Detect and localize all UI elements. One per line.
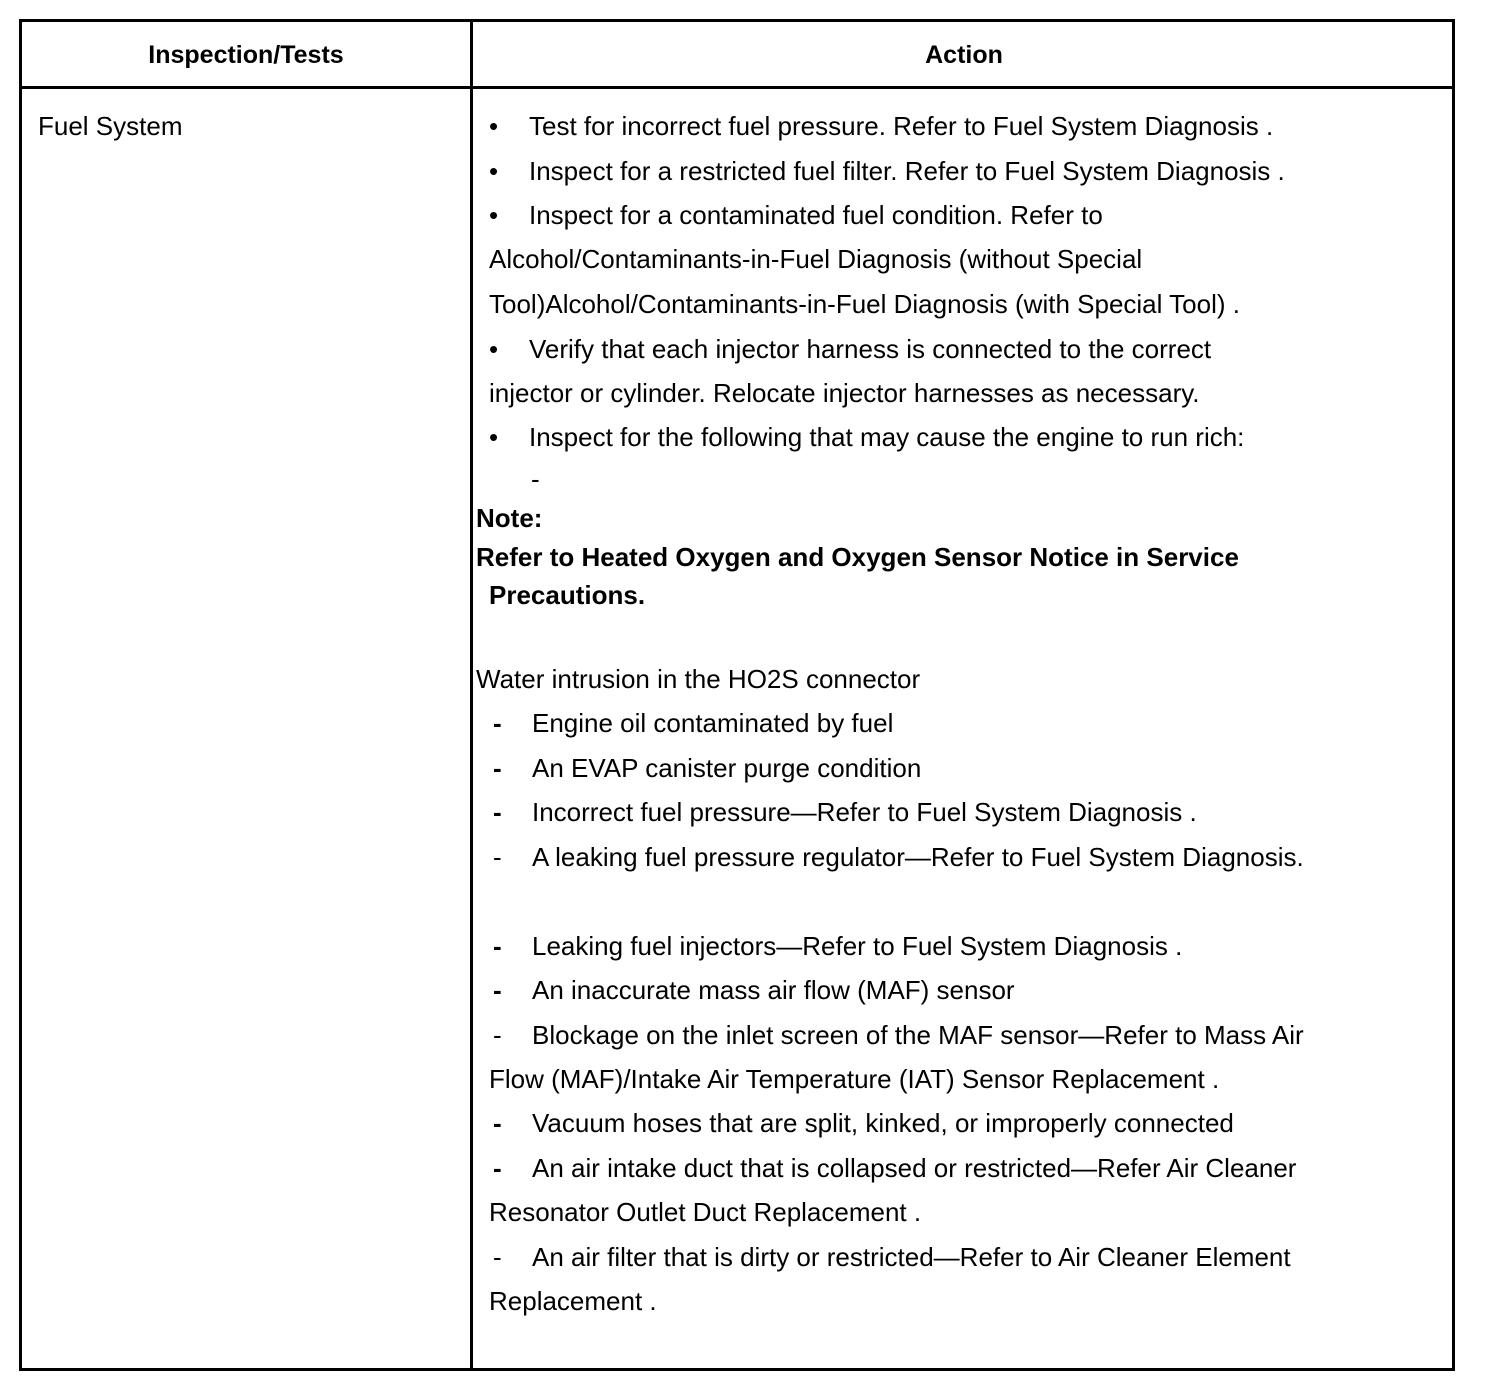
subitem-9: An air intake duct that is collapsed or restricted—Refer Air Cleaner [532, 1153, 1297, 1183]
action-line-1: Test for incorrect fuel pressure. Refer to Fuel System Diagnosis . [529, 111, 1274, 141]
subitem-10-cont: Replacement . [489, 1286, 657, 1316]
action-line-5: Inspect for the following that may cause the engine to run rich: [529, 422, 1245, 452]
dash-marker: - [493, 931, 502, 961]
bullet-marker: • [489, 156, 499, 186]
dash-marker: - [493, 842, 502, 872]
action-line-2: Inspect for a restricted fuel filter. Refer to Fuel System Diagnosis . [529, 156, 1285, 186]
subitem-6: An inaccurate mass air flow (MAF) sensor [532, 975, 1015, 1005]
bullet-marker: • [489, 422, 499, 452]
subitem-8: Vacuum hoses that are split, kinked, or improperly connected [532, 1108, 1234, 1138]
bullet-marker: • [489, 111, 499, 141]
subitem-7-cont: Flow (MAF)/Intake Air Temperature (IAT) Sensor Replacement . [489, 1064, 1220, 1094]
inspection-cell: Fuel System [38, 111, 183, 141]
note-text-line-1: Refer to Heated Oxygen and Oxygen Sensor Notice in Service [476, 542, 1239, 572]
note-label: Note: [476, 503, 543, 533]
bullet-marker: • [489, 200, 499, 230]
subitem-3: Incorrect fuel pressure—Refer to Fuel System Diagnosis . [532, 797, 1197, 827]
dash-marker: - [493, 1153, 502, 1183]
subitem-4: A leaking fuel pressure regulator—Refer to Fuel System Diagnosis. [532, 842, 1304, 872]
action-line-4-cont: injector or cylinder. Relocate injector harnesses as necessary. [489, 378, 1200, 408]
subitem-7: Blockage on the inlet screen of the MAF sensor—Refer to Mass Air [532, 1020, 1304, 1050]
action-cell [473, 89, 1453, 1369]
subitem-9-cont: Resonator Outlet Duct Replacement . [489, 1197, 922, 1227]
subitem-2: An EVAP canister purge condition [532, 753, 922, 783]
water-intrusion-line: Water intrusion in the HO2S connector [476, 664, 921, 694]
subitem-1: Engine oil contaminated by fuel [532, 708, 894, 738]
header-inspection-tests: Inspection/Tests [148, 41, 344, 69]
dash-marker: - [493, 797, 502, 827]
dash-marker: - [493, 1020, 502, 1050]
action-line-3-cont-a: Alcohol/Contaminants-in-Fuel Diagnosis (without Special [489, 244, 1143, 274]
subitem-5: Leaking fuel injectors—Refer to Fuel System Diagnosis . [532, 931, 1183, 961]
header-action: Action [925, 41, 1003, 69]
action-line-3: Inspect for a contaminated fuel condition. Refer to [529, 200, 1103, 230]
bullet-marker: • [489, 334, 499, 364]
dash-marker: - [493, 1108, 502, 1138]
dash-marker: - [531, 464, 540, 494]
action-line-4: Verify that each injector harness is connected to the correct [529, 334, 1212, 364]
action-line-3-cont-b: Tool)Alcohol/Contaminants-in-Fuel Diagnosis (with Special Tool) . [489, 289, 1240, 319]
dash-marker: - [493, 1242, 502, 1272]
note-text-line-2: Precautions. [489, 580, 646, 610]
diagnostic-table [19, 19, 1455, 1371]
dash-marker: - [493, 753, 502, 783]
dash-marker: - [493, 975, 502, 1005]
dash-marker: - [493, 708, 502, 738]
subitem-10: An air filter that is dirty or restricted—Refer to Air Cleaner Element [532, 1242, 1291, 1272]
